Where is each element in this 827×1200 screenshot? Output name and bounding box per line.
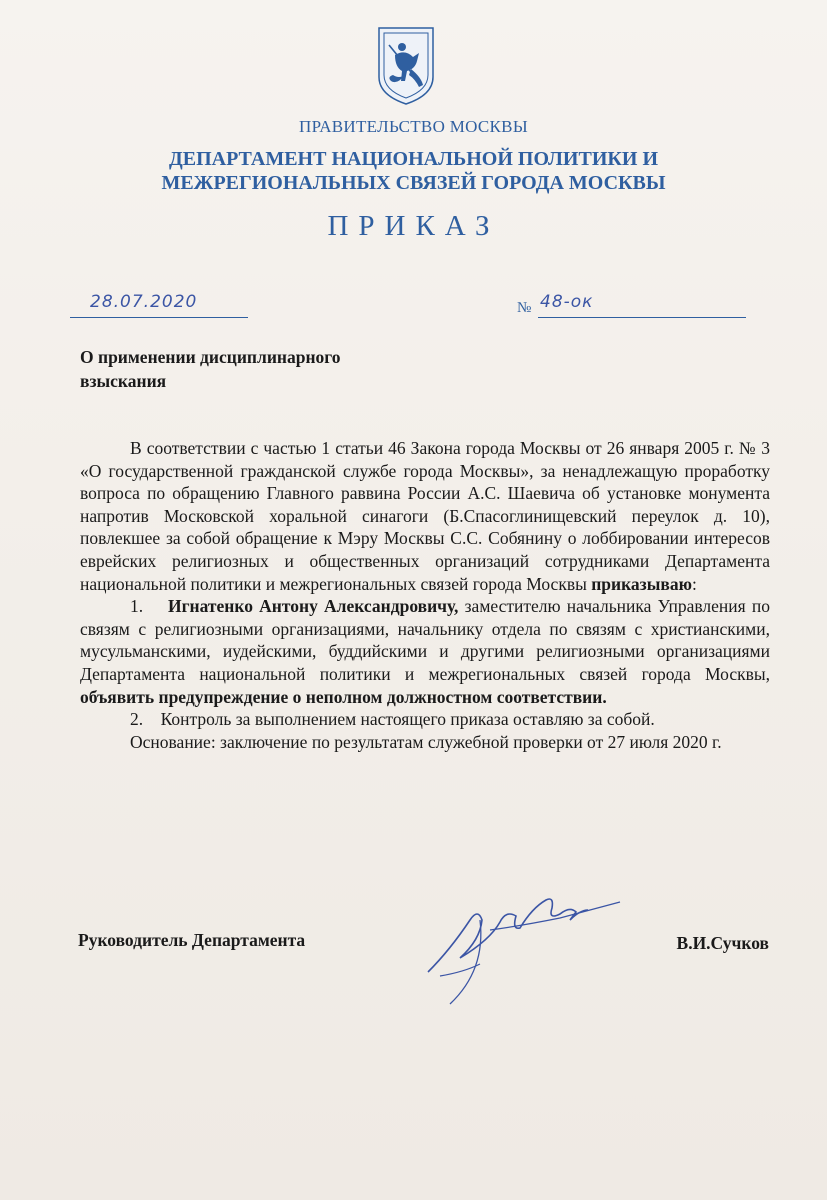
order-date: 28.07.2020 <box>90 292 198 312</box>
handwritten-signature <box>420 880 630 1010</box>
department-title-line1: ДЕПАРТАМЕНТ НАЦИОНАЛЬНОЙ ПОЛИТИКИ И <box>168 148 658 170</box>
signatory-name: В.И.Сучков <box>676 933 769 953</box>
item1-action: объявить предупреждение о неполном должностном соответствии. <box>80 686 607 707</box>
number-label: № <box>517 300 532 316</box>
government-title: ПРАВИТЕЛЬСТВО МОСКВЫ <box>299 117 528 136</box>
order-colon: : <box>691 573 697 594</box>
item1-person-name: Игнатенко Антону Александровичу, <box>167 596 459 617</box>
order-word: приказываю <box>591 573 692 594</box>
item1-number: 1. <box>130 596 144 617</box>
order-number: 48-ок <box>540 292 594 312</box>
basis-paragraph: Основание: заключение по результатам служебной проверки от 27 июля 2020 г. <box>130 731 722 752</box>
moscow-coat-of-arms-emblem <box>375 25 437 107</box>
item1-text: заместителю начальника Управления по связям с религиозными организациями, начальнику отдела по связям с христианскими, мусульманскими, иудейскими, буддийскими и другими религиозными организациями Департамента национальной политики и межрегиональных связей города Москвы, <box>80 596 770 684</box>
item-2 <box>80 708 770 731</box>
order-body <box>80 437 770 753</box>
document-type-title: ПРИКАЗ <box>327 210 500 242</box>
item2-number: 2. <box>130 709 144 730</box>
item2-text: Контроль за выполнением настоящего приказа оставляю за собой. <box>160 709 655 730</box>
intro-text: В соответствии с частью 1 статьи 46 Закона города Москвы от 26 января 2005 г. № 3 «О государственной гражданской службе города Москвы», за ненадлежащую проработку вопроса по обращению Главного раввина России А.С. Шаевича об установке монумента напротив Московской хоральной синагоги (Б.Спасоглинищевский переулок д. 10), повлекшее за собой обращение к Мэру Москвы С.С. Собянину о лоббировании интересов еврейских религиозных и общественных организаций сотрудниками Департамента национальной политики и межрегиональных связей города Москвы <box>80 438 770 594</box>
department-title-line2: МЕЖРЕГИОНАЛЬНЫХ СВЯЗЕЙ ГОРОДА МОСКВЫ <box>161 172 666 194</box>
subject-line2: взыскания <box>80 371 167 391</box>
item-1 <box>80 595 770 708</box>
subject-line1: О применении дисциплинарного <box>80 347 341 367</box>
intro-paragraph <box>80 437 770 595</box>
order-subject <box>80 345 400 393</box>
signatory-title: Руководитель Департамента <box>78 930 306 950</box>
